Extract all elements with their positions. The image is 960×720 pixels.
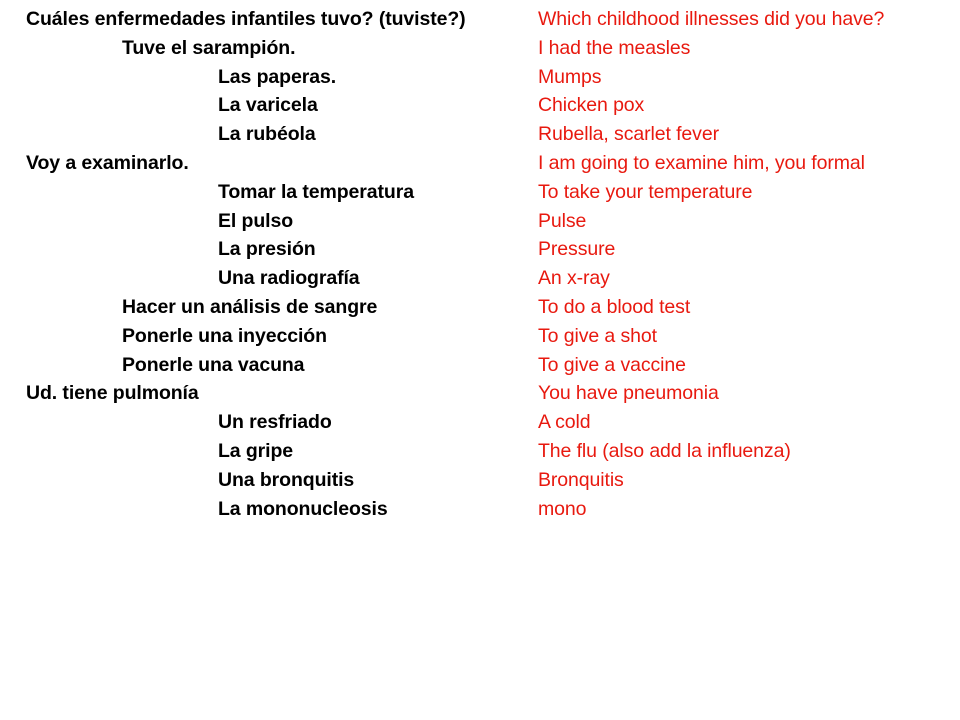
english-translation: To give a vaccine bbox=[538, 353, 686, 376]
english-translation: To give a shot bbox=[538, 324, 657, 347]
vocab-row bbox=[0, 120, 960, 149]
vocab-row bbox=[0, 5, 960, 34]
spanish-phrase: Voy a examinarlo. bbox=[26, 151, 189, 174]
vocab-row bbox=[0, 34, 960, 63]
english-translation: The flu (also add la influenza) bbox=[538, 439, 791, 462]
spanish-phrase: Una bronquitis bbox=[218, 468, 355, 491]
vocab-row bbox=[0, 178, 960, 207]
vocabulary-list bbox=[0, 5, 960, 523]
spanish-phrase: La mononucleosis bbox=[218, 497, 388, 520]
spanish-phrase: La presión bbox=[218, 238, 316, 261]
spanish-phrase: Ud. tiene pulmonía bbox=[26, 382, 199, 405]
spanish-phrase: El pulso bbox=[218, 209, 294, 232]
vocab-row bbox=[0, 408, 960, 437]
english-translation: I am going to examine him, you formal bbox=[538, 151, 865, 174]
spanish-phrase: La gripe bbox=[218, 439, 294, 462]
vocab-row bbox=[0, 351, 960, 380]
vocab-row bbox=[0, 235, 960, 264]
spanish-phrase: Ponerle una inyección bbox=[122, 324, 327, 347]
english-translation: You have pneumonia bbox=[538, 382, 719, 405]
english-translation: Mumps bbox=[538, 65, 602, 88]
english-translation: Bronquitis bbox=[538, 468, 624, 491]
spanish-phrase: La varicela bbox=[218, 94, 318, 117]
english-translation: mono bbox=[538, 497, 587, 520]
english-translation: A cold bbox=[538, 411, 591, 434]
spanish-phrase: Ponerle una vacuna bbox=[122, 353, 305, 376]
spanish-phrase: Un resfriado bbox=[218, 411, 332, 434]
spanish-phrase: La rubéola bbox=[218, 123, 316, 146]
english-translation: Pressure bbox=[538, 238, 616, 261]
spanish-phrase: Tomar la temperatura bbox=[218, 180, 414, 203]
vocab-row bbox=[0, 322, 960, 351]
vocab-row bbox=[0, 63, 960, 92]
vocab-row bbox=[0, 495, 960, 524]
english-translation: An x-ray bbox=[538, 267, 610, 290]
vocab-row bbox=[0, 149, 960, 178]
english-translation: Rubella, scarlet fever bbox=[538, 123, 719, 146]
english-translation: Chicken pox bbox=[538, 94, 645, 117]
english-translation: Which childhood illnesses did you have? bbox=[538, 8, 885, 30]
vocab-row bbox=[0, 293, 960, 322]
vocab-row bbox=[0, 91, 960, 120]
english-translation: To take your temperature bbox=[538, 180, 753, 203]
spanish-phrase: Hacer un análisis de sangre bbox=[122, 295, 378, 318]
vocab-row bbox=[0, 207, 960, 236]
vocab-row bbox=[0, 264, 960, 293]
spanish-phrase: Cuáles enfermedades infantiles tuvo? (tuviste?) bbox=[26, 8, 466, 30]
spanish-phrase: Una radiografía bbox=[218, 267, 360, 290]
english-translation: Pulse bbox=[538, 209, 587, 232]
vocab-row bbox=[0, 466, 960, 495]
english-translation: I had the measles bbox=[538, 36, 691, 59]
vocab-row bbox=[0, 379, 960, 408]
vocab-row bbox=[0, 437, 960, 466]
spanish-phrase: Tuve el sarampión. bbox=[122, 36, 296, 59]
english-translation: To do a blood test bbox=[538, 295, 691, 318]
spanish-phrase: Las paperas. bbox=[218, 65, 337, 88]
